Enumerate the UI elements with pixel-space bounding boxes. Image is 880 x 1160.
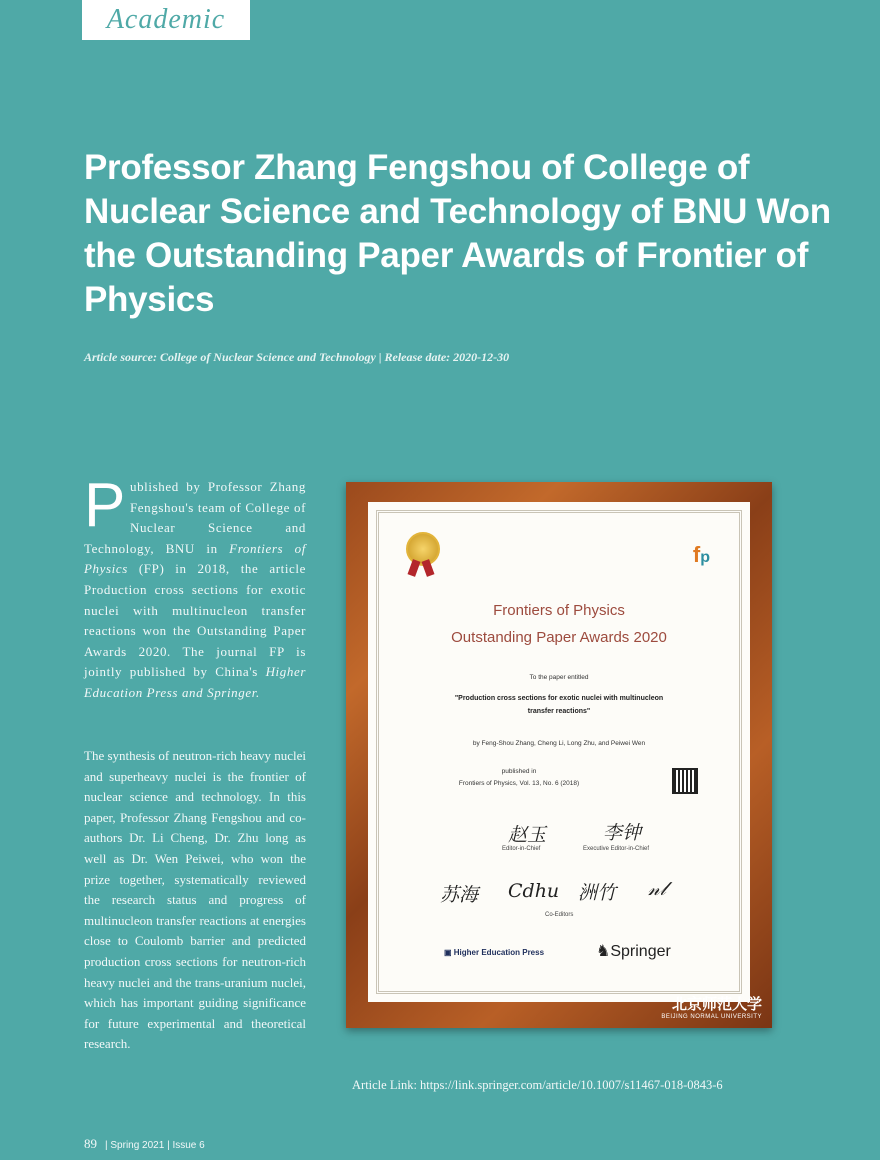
dropcap: P (84, 471, 126, 540)
paragraph-1 (84, 471, 306, 704)
signature-co-editor: Cdhu (508, 880, 560, 902)
paragraph-2: The synthesis of neutron-rich heavy nuclei and superheavy nuclei is the frontier of nuclear science and technology. In this paper, Professor Zhang Fengshou and co-authors Dr. Li Cheng, Dr. Zhu long as well as Dr. Wen Peiwei, who won the prize together, systematically reviewed the research status and progress of multinucleon transfer reactions at energies close to Coulomb barrier and predicted production cross sections for neutron-rich heavy nuclei and the trans-uranium nuclei, which has important guiding significance for future experimental and theoretical research. (84, 748, 307, 1052)
label-co-editors: Co-Editors (545, 912, 574, 918)
signature-editor-in-chief: 赵玉 (508, 824, 547, 846)
para1-text-a: ublished by Professor Zhang Fengshou's team of College of Nuclear Science and Technology, BNU in (84, 479, 306, 556)
signature-co-editor: 苏海 (440, 884, 479, 906)
hep-logo-icon: ▣ (444, 948, 454, 957)
article-link[interactable]: Article Link: https://link.springer.com/article/10.1007/s11467-018-0843-6 (352, 1078, 723, 1092)
para1-italic-b: Higher Education Press and Springer. (84, 664, 306, 700)
certificate (368, 502, 750, 1002)
signature-executive-editor: 李钟 (603, 822, 642, 844)
cert-heading-1: Frontiers of Physics (493, 602, 625, 619)
publisher-springer: ♞Springer (596, 943, 671, 960)
fp-logo: fp (692, 542, 710, 567)
springer-horse-icon: ♞ (596, 943, 611, 960)
cert-authors: by Feng-Shou Zhang, Cheng Li, Long Zhu, and Peiwei Wen (472, 740, 646, 747)
certificate-border (376, 510, 742, 994)
cert-published-in: published in (501, 768, 537, 775)
issue-info: | Spring 2021 | Issue 6 (105, 1140, 205, 1151)
page-footer (84, 1136, 205, 1152)
page-number: 89 (84, 1136, 97, 1151)
section-tab (82, 0, 250, 40)
article-meta: Article source: College of Nuclear Science and Technology | Release date: 2020-12-30 (84, 350, 510, 364)
article-title: Professor Zhang Fengshou of College of Nuclear Science and Technology of BNU Won the Outstanding Paper Awards of Frontier of Physics (84, 148, 831, 319)
cert-journal: Frontiers of Physics, Vol. 13, No. 6 (2018) (458, 780, 580, 787)
cert-heading-2: Outstanding Paper Awards 2020 (451, 629, 667, 646)
para1-italic-a: Frontiers of Physics (84, 540, 306, 577)
label-editor-in-chief: Editor-in-Chief (502, 846, 541, 852)
label-executive-editor: Executive Editor-in-Chief (583, 846, 650, 852)
qr-code-icon (672, 768, 698, 794)
award-plaque-photo (346, 482, 772, 1028)
section-tab-label: Academic (106, 4, 226, 35)
para1-text-b: (FP) in 2018, the article Production cross sections for exotic nuclei with multinucleon transfer reactions won the Outstanding Paper Awards 2020. The journal FP is jointly published by China's (84, 561, 306, 680)
cert-paper-title-2: transfer reactions" (527, 708, 591, 715)
publisher-hep: ▣ Higher Education Press (444, 948, 545, 957)
cert-to-paper: To the paper entitled (529, 674, 589, 681)
bnu-logo: 北京师范大学 BEIJING NORMAL UNIVERSITY (661, 995, 762, 1020)
signature-co-editor: 洲竹 (578, 882, 617, 904)
cert-paper-title-1: "Production cross sections for exotic nuclei with multinucleon (454, 695, 664, 702)
signature-co-editor: 𝓃𝓁 (648, 878, 667, 900)
